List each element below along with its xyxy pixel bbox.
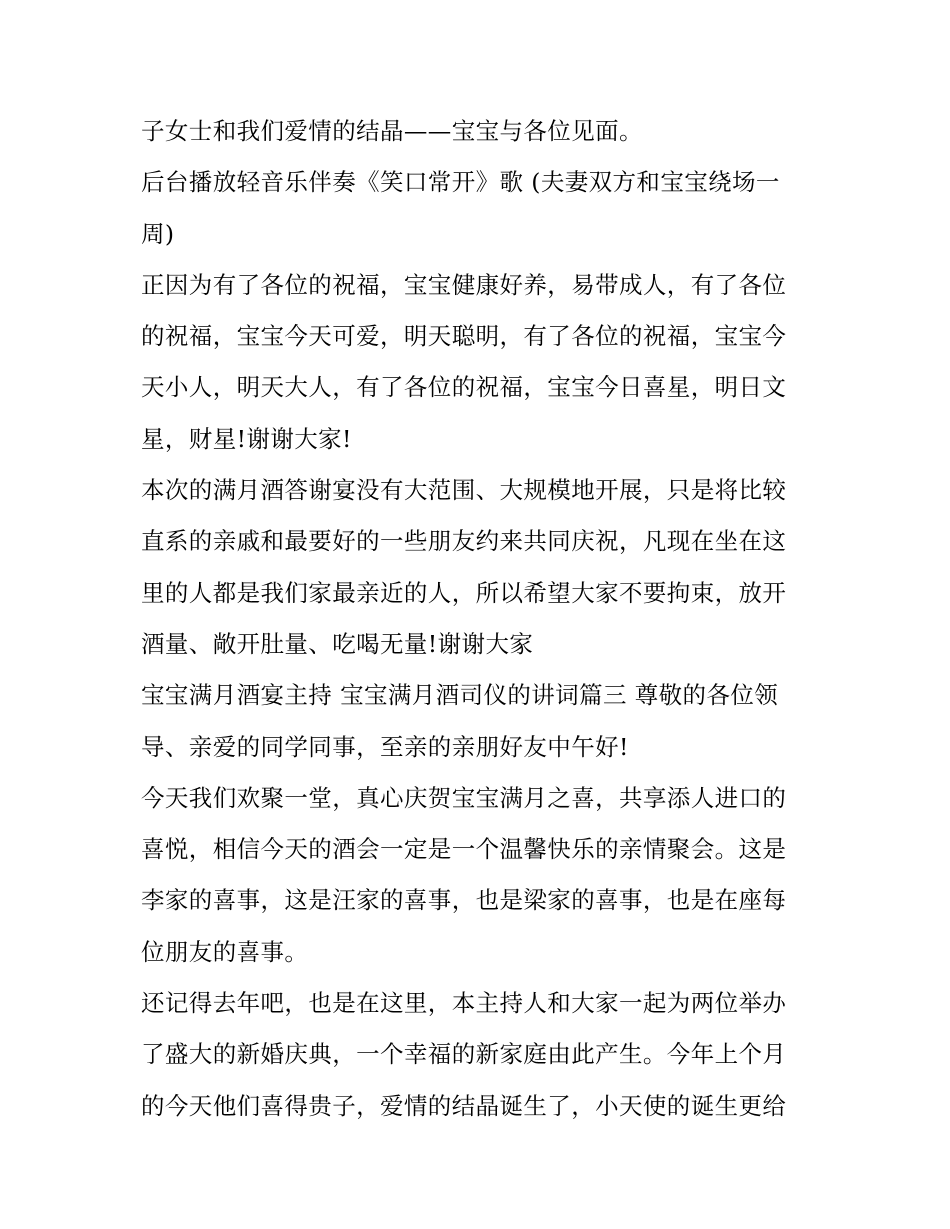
text-line: 周) <box>141 219 175 248</box>
text-line: 宝宝满月酒宴主持 宝宝满月酒司仪的讲词篇三 尊敬的各位领 <box>141 681 779 710</box>
text-line: 李家的喜事，这是汪家的喜事，也是梁家的喜事，也是在座每 <box>141 886 787 915</box>
text-line: 天小人，明天大人，有了各位的祝福，宝宝今日喜星，明日文 <box>141 373 787 402</box>
text-line: 本次的满月酒答谢宴没有大范围、大规模地开展，只是将比较 <box>141 476 787 505</box>
text-line: 还记得去年吧，也是在这里，本主持人和大家一起为两位举办 <box>141 989 787 1018</box>
text-line: 直系的亲戚和最要好的一些朋友约来共同庆祝，凡现在坐在这 <box>141 527 787 556</box>
text-line: 子女士和我们爱情的结晶——宝宝与各位见面。 <box>141 117 643 145</box>
text-line: 导、亲爱的同学同事，至亲的亲朋好友中午好! <box>141 732 629 761</box>
text-line: 今天我们欢聚一堂，真心庆贺宝宝满月之喜，共享添人进口的 <box>141 783 787 812</box>
text-line: 喜悦，相信今天的酒会一定是一个温馨快乐的亲情聚会。这是 <box>141 835 787 864</box>
text-line: 位朋友的喜事。 <box>141 937 309 966</box>
text-line: 正因为有了各位的祝福，宝宝健康好养，易带成人，有了各位 <box>141 270 787 299</box>
text-line: 的祝福，宝宝今天可爱，明天聪明，有了各位的祝福，宝宝今 <box>141 322 787 351</box>
text-line: 酒量、敞开肚量、吃喝无量!谢谢大家 <box>141 629 534 658</box>
text-line: 后台播放轻音乐伴奏《笑口常开》歌 (夫妻双方和宝宝绕场一 <box>141 168 780 197</box>
text-line: 的今天他们喜得贵子，爱情的结晶诞生了，小天使的诞生更给 <box>141 1091 787 1120</box>
text-line: 了盛大的新婚庆典，一个幸福的新家庭由此产生。今年上个月 <box>141 1040 787 1069</box>
text-line: 星，财星!谢谢大家! <box>141 424 352 453</box>
text-line: 里的人都是我们家最亲近的人，所以希望大家不要拘束，放开 <box>141 578 787 607</box>
body-text <box>141 106 813 1132</box>
